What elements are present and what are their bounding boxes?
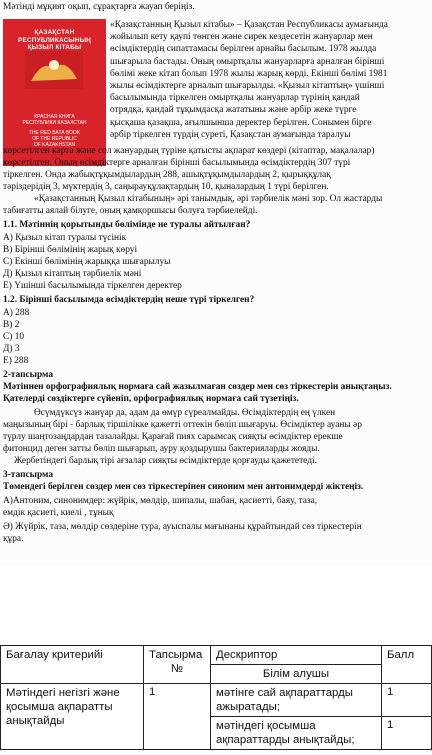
task2-text-line: маңызының бірі - барлық тіршілікке қажетті оттекін бөліп шығаруы. Өсімдіктер ауаны әр [3,420,362,430]
task2-title: 2-тапсырма [3,370,54,380]
answer-option: А) 288 [3,308,30,318]
descriptor-cell: мәтіндегі қосымша ақпараттарды анықтайды; [211,717,382,750]
body-line: табиғатты аялай білуге, оның қамқоршысы болуға тәрбиелейді. [3,206,258,216]
header-criteria: Бағалау критерийі [1,646,144,684]
task2-text-line: Жербетіндегі барлық тірі ағзалар сияқты өсімдіктерде қорғауды қажететеді. [14,456,317,466]
task3-line: А)Антоним, синонимдер: жүйрік, мөлдір, шипалы, шабан, қасиетті, баяу, таза, [3,496,318,506]
task-number-cell: 1 [144,684,211,750]
task-header: Мәтінді мұқият оқып, сұрақтарға жауап беріңіз. [3,2,195,12]
grading-table-header [1,646,432,684]
task2-text-line: түрлу шаңтозаңдардан тазалайды. Қарағай пиях сарымсақ сияқты өсімдіктер ерекше [3,432,343,442]
task3-line: құра. [3,534,24,544]
answer-option: Е) Үшінші басылымында тіркелген деректер [3,281,182,291]
answer-option: Д) 3 [3,344,20,354]
question-1-1: 1.1. Мәтіннің қорытынды бөлімінде не туралы айтылған? [3,220,251,230]
header-points: Балл [382,646,432,684]
points-cell: 1 [382,717,432,750]
book-title-ru: КРАСНАЯ КНИГА РЕСПУБЛИКИ КАЗАХСТАН [22,113,87,126]
answer-option: С) 10 [3,332,25,342]
body-line: көрсетілген карта және сол жануардың түріне қатысты ақпарат көздері (кітаптар, мақалалар) [3,146,375,156]
table-row [1,684,432,717]
points-cell: 1 [382,684,432,717]
task2-instruction: Мәтіннен орфографиялық нормаға сай жазылмаған сөздер мен сөз тіркестерін анықтаңыз. [3,382,392,392]
book-title-kz: ҚАЗАҚСТАН РЕСПУБЛИКАСЫНЫҢ ҚЫЗЫЛ КІТАБЫ [18,29,91,52]
descriptor-cell: мәтінге сай ақпараттарды ажыратады; [211,684,382,717]
answer-option: Е) 288 [3,356,29,366]
body-line: «Қазақстанның Қызыл кітабының» әрі танымдық, әрі тәрбиелік мәні зор. Ол жастарды [34,194,383,204]
task3-instruction: Төмендегі берілген сөздер мен сөз тіркестерінен синоним мен антонимдерді жіктеңіз. [3,482,364,492]
body-line: тәріздерідің 3, мүктердің 3, саңырауқұлақтардың 10, қыналардың 1 түрі берілген. [3,182,329,192]
question-1-2: 1.2. Бірінші басылымда өсімдіктердің неше түрі тіркелген? [3,295,255,305]
header-task-number: Тапсырма № [144,646,211,684]
grading-table [0,645,432,750]
answer-option: С) Екінші бөлімінің жарыққа шығарылуы [3,257,171,267]
header-descriptor: Дескриптор Білім алушы [211,646,382,684]
task2-text-line: Өсүмдүксүз жанүар да, адам да өмүр сүреалмайды. Өсімдіктердің ең үлкен [34,408,336,418]
answer-option: В) 2 [3,320,20,330]
answer-option: А) Қызыл кітап туралы түсінік [3,233,127,243]
task3-title: 3-тапсырма [3,470,54,480]
body-line: тіркелген. Онда жабықтұқымдылардың 288, ашықтұқымдылардың 2, қырыққұлақ [3,170,331,180]
answer-option: В) Бірінші бөлімінің жарық көруі [3,245,138,255]
criteria-cell: Мәтіндегі негізгі және қосымша ақпаратты анықтайды [1,684,144,750]
red-book-cover-image [3,19,106,166]
task3-line: Ә) Жүйрік, таза, мөлдір сөздеріне тура, ауыспалы мағынаны құрайтындай сөз тіркестерін [3,522,362,532]
body-line: көрсетілген. Оның өсімдіктерге арналған бірінші басылымында өсімдіктердің 307 түрі [3,158,351,168]
task2-instruction: Қателерді сөздіктерге сүйеніп, орфографиялық нормаға сай түзетіңіз. [3,394,299,404]
book-title-en: THE RED BATA BOOK OF THE REPUBLIC OF KAZAKHSTAN [28,129,81,148]
task2-text-line: фитонцид деген затты бөліп шығарып, ауру қоздырушы бактерияларды жояды. [3,444,320,454]
answer-option: Д) Қызыл кітаптың тәрбиелік мәні [3,269,142,279]
task3-line: емдік қасиеті, киелі , тұнық [3,508,114,518]
intro-paragraph: «Қазақстанның Қызыл кітабы» – Қазақстан Республикасы аумағында жойылып кету қаупі төнген және сирек кездесетін жануарлар мен өсімдіктердің сипаттамасы берілген арнайы басылым. 1978 жылда шығарыла бастады. Оның омыртқалы жануарларға арналған бірінші бөлімі жеке кітап болып 1978 жылы жарық көрді. Екінші бөлімі 1981 жылы өсімдіктерге арналып шығарылды. «Қызыл кітаптың» үшінші басылымында тіркелген омыртқалы жануарлар түрінің қандай отрядқа, қандай тұқымдасқа жататыны және әрбір жеке түрге қысқаша қазақша, ағылшынша деректер берілген. Сонымен бірге әрбір тіркелген түрдің суреті, Қазақстан аумағында таралуы [110,20,388,140]
book-emblem-icon [25,51,83,89]
